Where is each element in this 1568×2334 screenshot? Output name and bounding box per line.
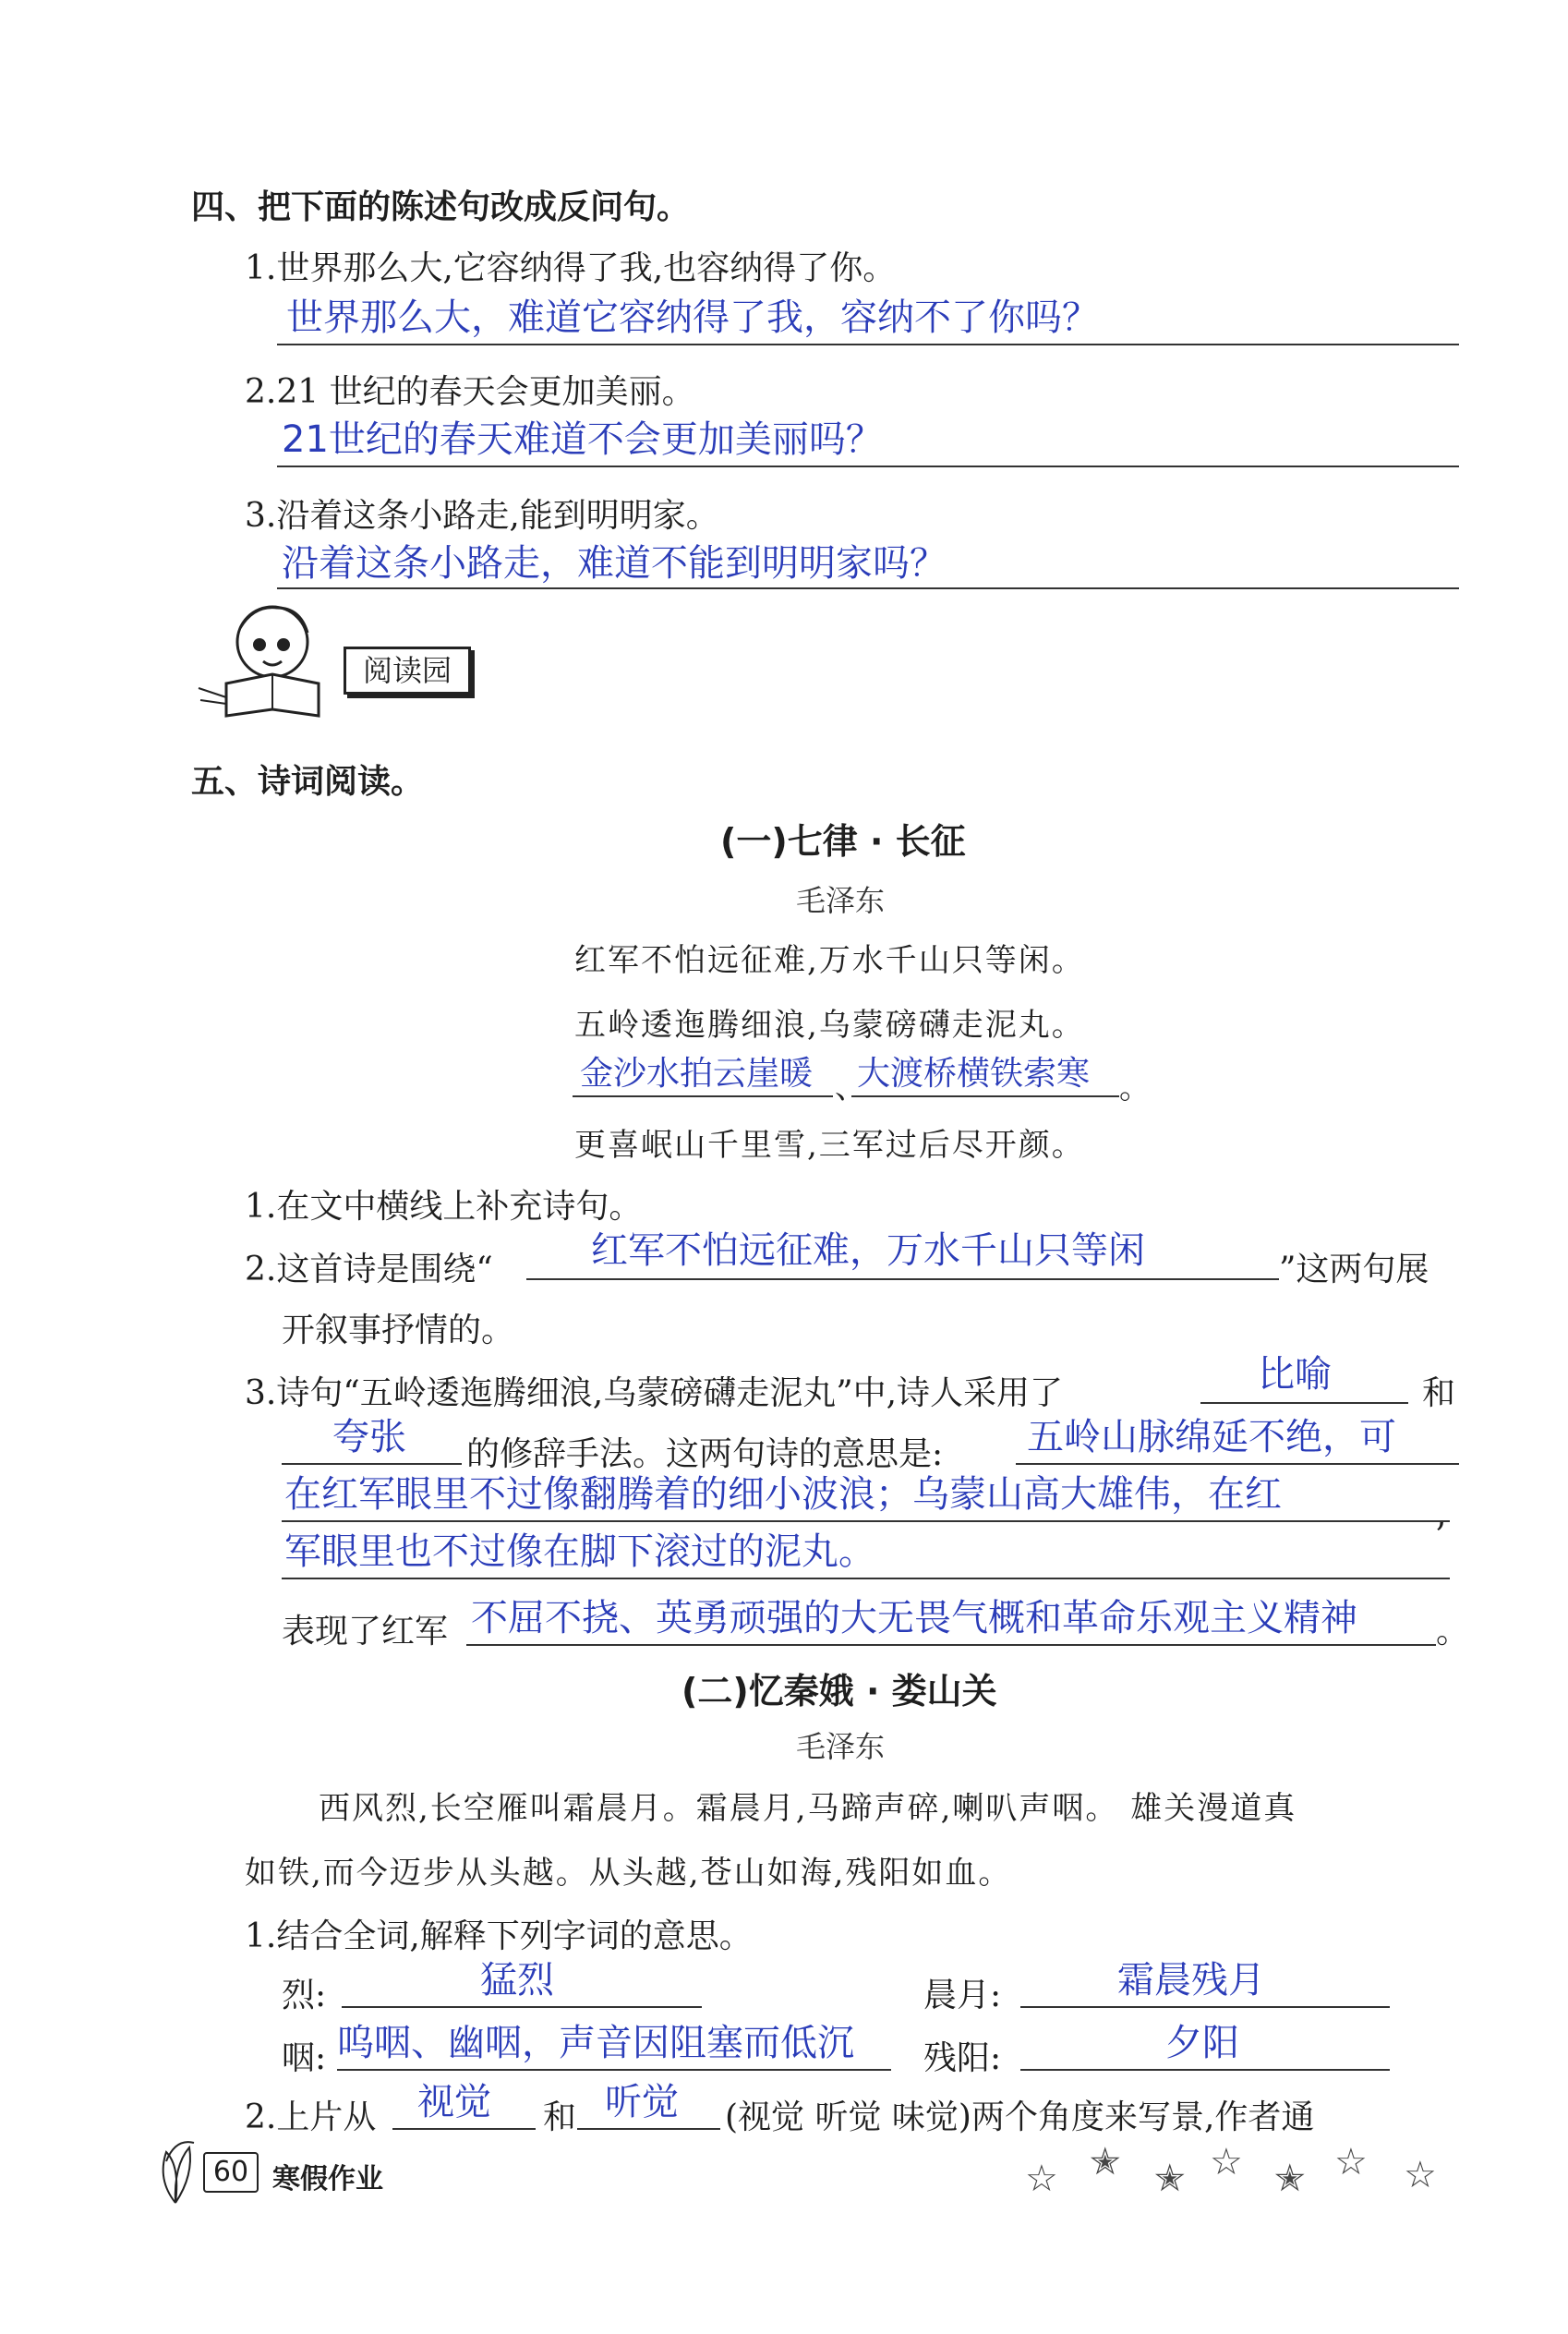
poem1-sep: 、: [835, 1070, 868, 1107]
word-4-answer: 夕阳: [1165, 2022, 1239, 2064]
p1-question-3-and: 和: [1422, 1374, 1456, 1412]
poem2-author: 毛泽东: [796, 1729, 886, 1764]
word-4-line: [1020, 2069, 1390, 2071]
star-outline-icon: ☆: [1334, 2141, 1368, 2183]
question-2: 2.21 世纪的春天会更加美丽。: [245, 373, 695, 411]
section5-heading: 五、诗词阅读。: [191, 763, 425, 801]
poem2-title: (二)忆秦娥 · 娄山关: [681, 1671, 997, 1711]
answer-line-2: [277, 466, 1459, 467]
poem1-end: 。: [1119, 1070, 1152, 1107]
poem1-line-2: 五岭逶迤腾细浪,乌蒙磅礴走泥丸。: [574, 1007, 1085, 1044]
answer-line-1: [277, 344, 1459, 345]
p1-question-3-line-5: [282, 1578, 1450, 1579]
p1-question-2-answer: 红军不怕远征难，万水千山只等闲: [591, 1229, 1145, 1272]
p1-question-3-comma: ,: [1436, 1496, 1447, 1534]
p1-question-2-line: [526, 1278, 1279, 1280]
poem1-blank-a: 金沙水拍云崖暖: [580, 1055, 814, 1093]
p1-question-3-answer-3a: 五岭山脉绵延不绝，可: [1027, 1416, 1396, 1458]
footer-title: 寒假作业: [272, 2163, 383, 2195]
star-outline-icon: ☆: [1210, 2141, 1243, 2183]
reading-garden-label: 阅读园: [344, 647, 471, 695]
poem1-line-1: 红军不怕远征难,万水千山只等闲。: [574, 942, 1085, 979]
question-1: 1.世界那么大,它容纳得了我,也容纳得了你。: [245, 249, 897, 287]
answer-2: 21世纪的春天难道不会更加美丽吗？: [282, 418, 883, 461]
star-filled-icon: ✭: [1274, 2158, 1306, 2200]
p2-question-2-line-1: [392, 2128, 536, 2130]
p1-question-3-pre: 3.诗句“五岭逶迤腾细浪,乌蒙磅礴走泥丸”中,诗人采用了: [245, 1374, 1064, 1412]
boy-reading-icon: [189, 600, 346, 720]
p1-question-1: 1.在文中横线上补充诗句。: [245, 1188, 643, 1226]
poem2-line-2: 如铁,而今迈步从头越。从头越,苍山如海,残阳如血。: [245, 1855, 1012, 1892]
page-number: 60: [203, 2152, 259, 2193]
p2-question-1: 1.结合全词,解释下列字词的意思。: [245, 1917, 753, 1955]
star-filled-icon: ✭: [1154, 2158, 1186, 2200]
p1-question-3-answer-2: 夸张: [332, 1416, 406, 1458]
answer-line-3: [277, 587, 1459, 589]
poem1-author: 毛泽东: [796, 883, 886, 918]
word-1-label: 烈:: [282, 1977, 327, 2014]
poem2-line-1: 西风烈,长空雁叫霜晨月。霜晨月,马蹄声碎,喇叭声咽。 雄关漫道真: [319, 1790, 1297, 1827]
word-3-line: [337, 2069, 891, 2071]
word-2-answer: 霜晨残月: [1117, 1959, 1265, 2001]
p2-question-2-pre: 2.上片从: [245, 2098, 377, 2136]
poem1-title: (一)七律 · 长征: [720, 821, 966, 862]
p1-question-3-show: 表现了红军: [282, 1613, 449, 1651]
word-4-label: 残阳:: [923, 2039, 1002, 2077]
word-3-answer: 呜咽、幽咽，声音因阻塞而低沉: [337, 2022, 854, 2064]
p2-question-2-and: 和: [543, 2098, 577, 2136]
answer-1: 世界那么大，难道它容纳得了我，容纳不了你吗？: [286, 296, 1099, 339]
p1-question-3-answer-4: 不屈不挠、英勇顽强的大无畏气概和革命乐观主义精神: [471, 1597, 1357, 1639]
p1-question-2-cont: 开叙事抒情的。: [282, 1312, 515, 1349]
p1-question-3-line-1: [1200, 1402, 1408, 1404]
poem1-blank-b-line: [851, 1095, 1119, 1097]
word-1-answer: 猛烈: [480, 1959, 554, 2001]
p2-question-2-post: (视觉 听觉 味觉)两个角度来写景,作者通: [725, 2098, 1315, 2136]
p1-question-2-post: ”这两句展: [1279, 1251, 1429, 1288]
word-2-line: [1020, 2006, 1390, 2008]
answer-3: 沿着这条小路走，难道不能到明明家吗？: [282, 542, 947, 585]
p1-question-3-answer-1: 比喻: [1258, 1353, 1332, 1396]
word-3-label: 咽:: [282, 2039, 327, 2077]
p1-question-2-pre: 2.这首诗是围绕“: [245, 1251, 493, 1288]
star-outline-icon: ☆: [1404, 2154, 1437, 2196]
p2-question-2-answer-2: 听觉: [605, 2081, 679, 2123]
p1-question-3-answer-3c: 军眼里也不过像在脚下滚过的泥丸。: [284, 1530, 875, 1573]
section4-heading: 四、把下面的陈述句改成反问句。: [191, 188, 691, 226]
p1-question-3-mid: 的修辞手法。这两句诗的意思是:: [466, 1435, 944, 1473]
p1-question-3-end: 。: [1436, 1613, 1470, 1651]
leaf-decoration-icon: [148, 2134, 203, 2207]
poem1-line-4: 更喜岷山千里雪,三军过后尽开颜。: [574, 1127, 1085, 1164]
word-1-line: [342, 2006, 702, 2008]
p2-question-2-line-2: [577, 2128, 720, 2130]
poem1-blank-b: 大渡桥横铁索寒: [857, 1055, 1091, 1093]
p2-question-2-answer-1: 视觉: [417, 2081, 491, 2123]
star-filled-icon: ✭: [1090, 2141, 1121, 2183]
star-outline-icon: ☆: [1025, 2158, 1058, 2200]
word-2-label: 晨月:: [923, 1977, 1002, 2014]
question-3: 3.沿着这条小路走,能到明明家。: [245, 497, 719, 535]
p1-question-3-line-6: [466, 1644, 1436, 1646]
p1-question-3-answer-3b: 在红军眼里不过像翻腾着的细小波浪；乌蒙山高大雄伟，在红: [284, 1473, 1282, 1516]
poem1-blank-a-line: [573, 1095, 833, 1097]
